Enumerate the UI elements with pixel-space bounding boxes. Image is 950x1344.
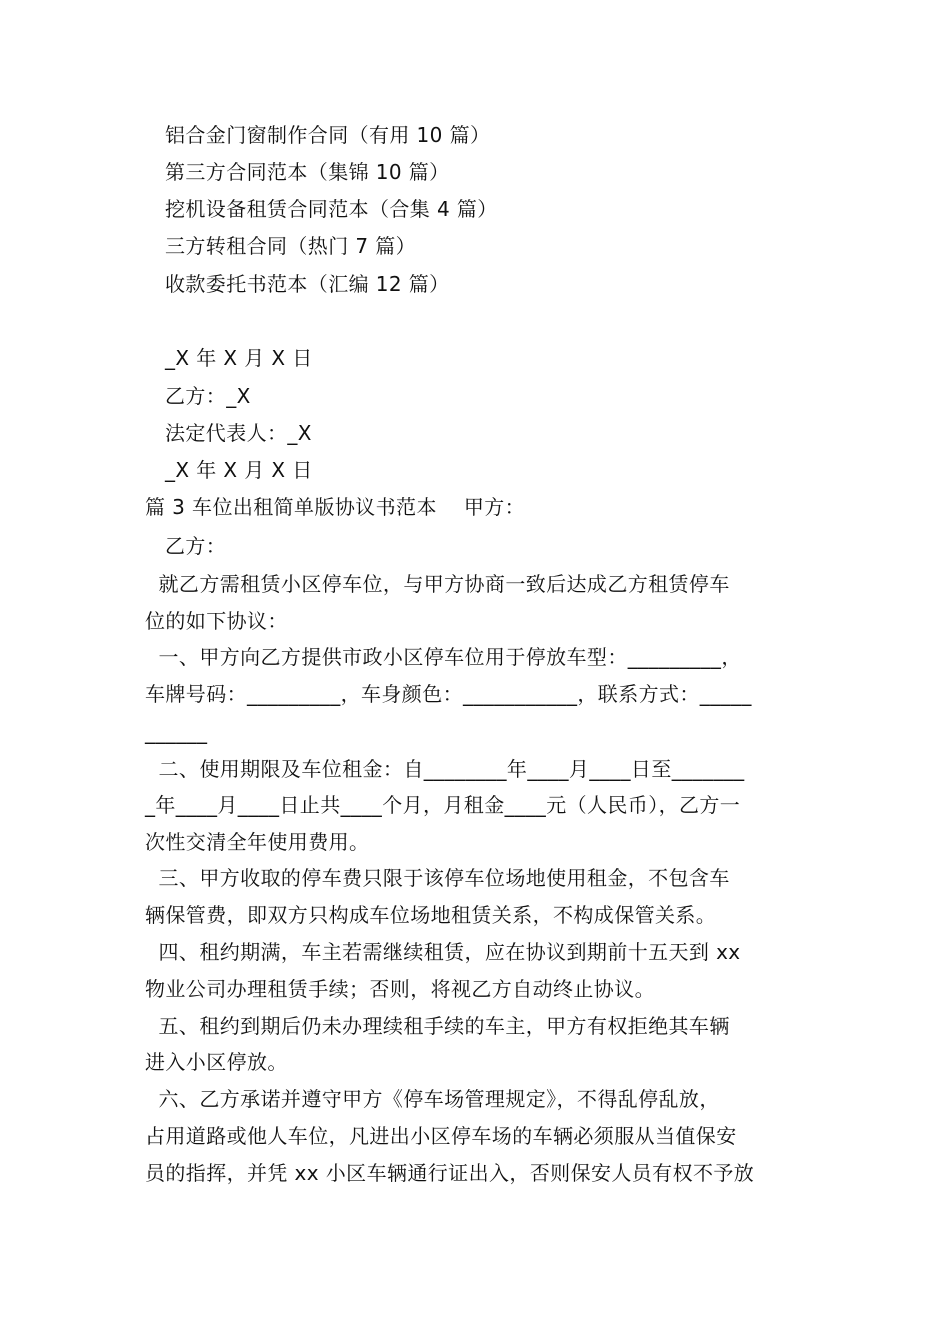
- article-line: 五、租约到期后仍未办理续租手续的车主，甲方有权拒绝其车辆: [145, 1014, 730, 1038]
- related-link-4[interactable]: 三方转租合同（热门 7 篇）: [165, 234, 417, 258]
- article-line: ______: [145, 720, 208, 744]
- article-line: 进入小区停放。: [145, 1050, 288, 1074]
- article-line: 六、乙方承诺并遵守甲方《停车场管理规定》，不得乱停乱放，: [145, 1087, 720, 1111]
- article-party-b: 乙方：: [165, 534, 227, 558]
- article-line: _年____月____日止共____个月，月租金____元（人民币），乙方一: [145, 793, 741, 817]
- article-line: 位的如下协议：: [145, 609, 288, 633]
- related-link-1[interactable]: 铝合金门窗制作合同（有用 10 篇）: [165, 123, 491, 147]
- related-link-2[interactable]: 第三方合同范本（集锦 10 篇）: [165, 160, 450, 184]
- article-line: 员的指挥，并凭 xx 小区车辆通行证出入，否则保安人员有权不予放: [145, 1161, 755, 1185]
- signature-legal-rep: 法定代表人：_X: [165, 421, 312, 445]
- article-line: 辆保管费，即双方只构成车位场地租赁关系，不构成保管关系。: [145, 903, 717, 927]
- related-link-3[interactable]: 挖机设备租赁合同范本（合集 4 篇）: [165, 197, 498, 221]
- article-line: 次性交清全年使用费用。: [145, 830, 370, 854]
- article-line: 四、租约期满，车主若需继续租赁，应在协议到期前十五天到 xx: [145, 940, 741, 964]
- signature-party-b: 乙方：_X: [165, 384, 251, 408]
- article-line: 物业公司办理租赁手续；否则，将视乙方自动终止协议。: [145, 977, 655, 1001]
- article-line: 一、甲方向乙方提供市政小区停车位用于停放车型：_________，: [145, 645, 742, 669]
- article-heading: 篇 3 车位出租简单版协议书范本 甲方：: [145, 495, 526, 519]
- article-line: 车牌号码：_________，车身颜色：___________，联系方式：_____: [145, 682, 752, 706]
- article-line: 三、甲方收取的停车费只限于该停车位场地使用租金，不包含车: [145, 866, 730, 890]
- related-link-5[interactable]: 收款委托书范本（汇编 12 篇）: [165, 272, 450, 296]
- article-line: 二、使用期限及车位租金：自________年____月____日至_______: [145, 757, 745, 781]
- article-line: 占用道路或他人车位，凡进出小区停车场的车辆必须服从当值保安: [145, 1124, 737, 1148]
- signature-date-2: _X 年 X 月 X 日: [165, 458, 313, 482]
- signature-date-1: _X 年 X 月 X 日: [165, 346, 313, 370]
- article-line: 就乙方需租赁小区停车位，与甲方协商一致后达成乙方租赁停车: [145, 572, 730, 596]
